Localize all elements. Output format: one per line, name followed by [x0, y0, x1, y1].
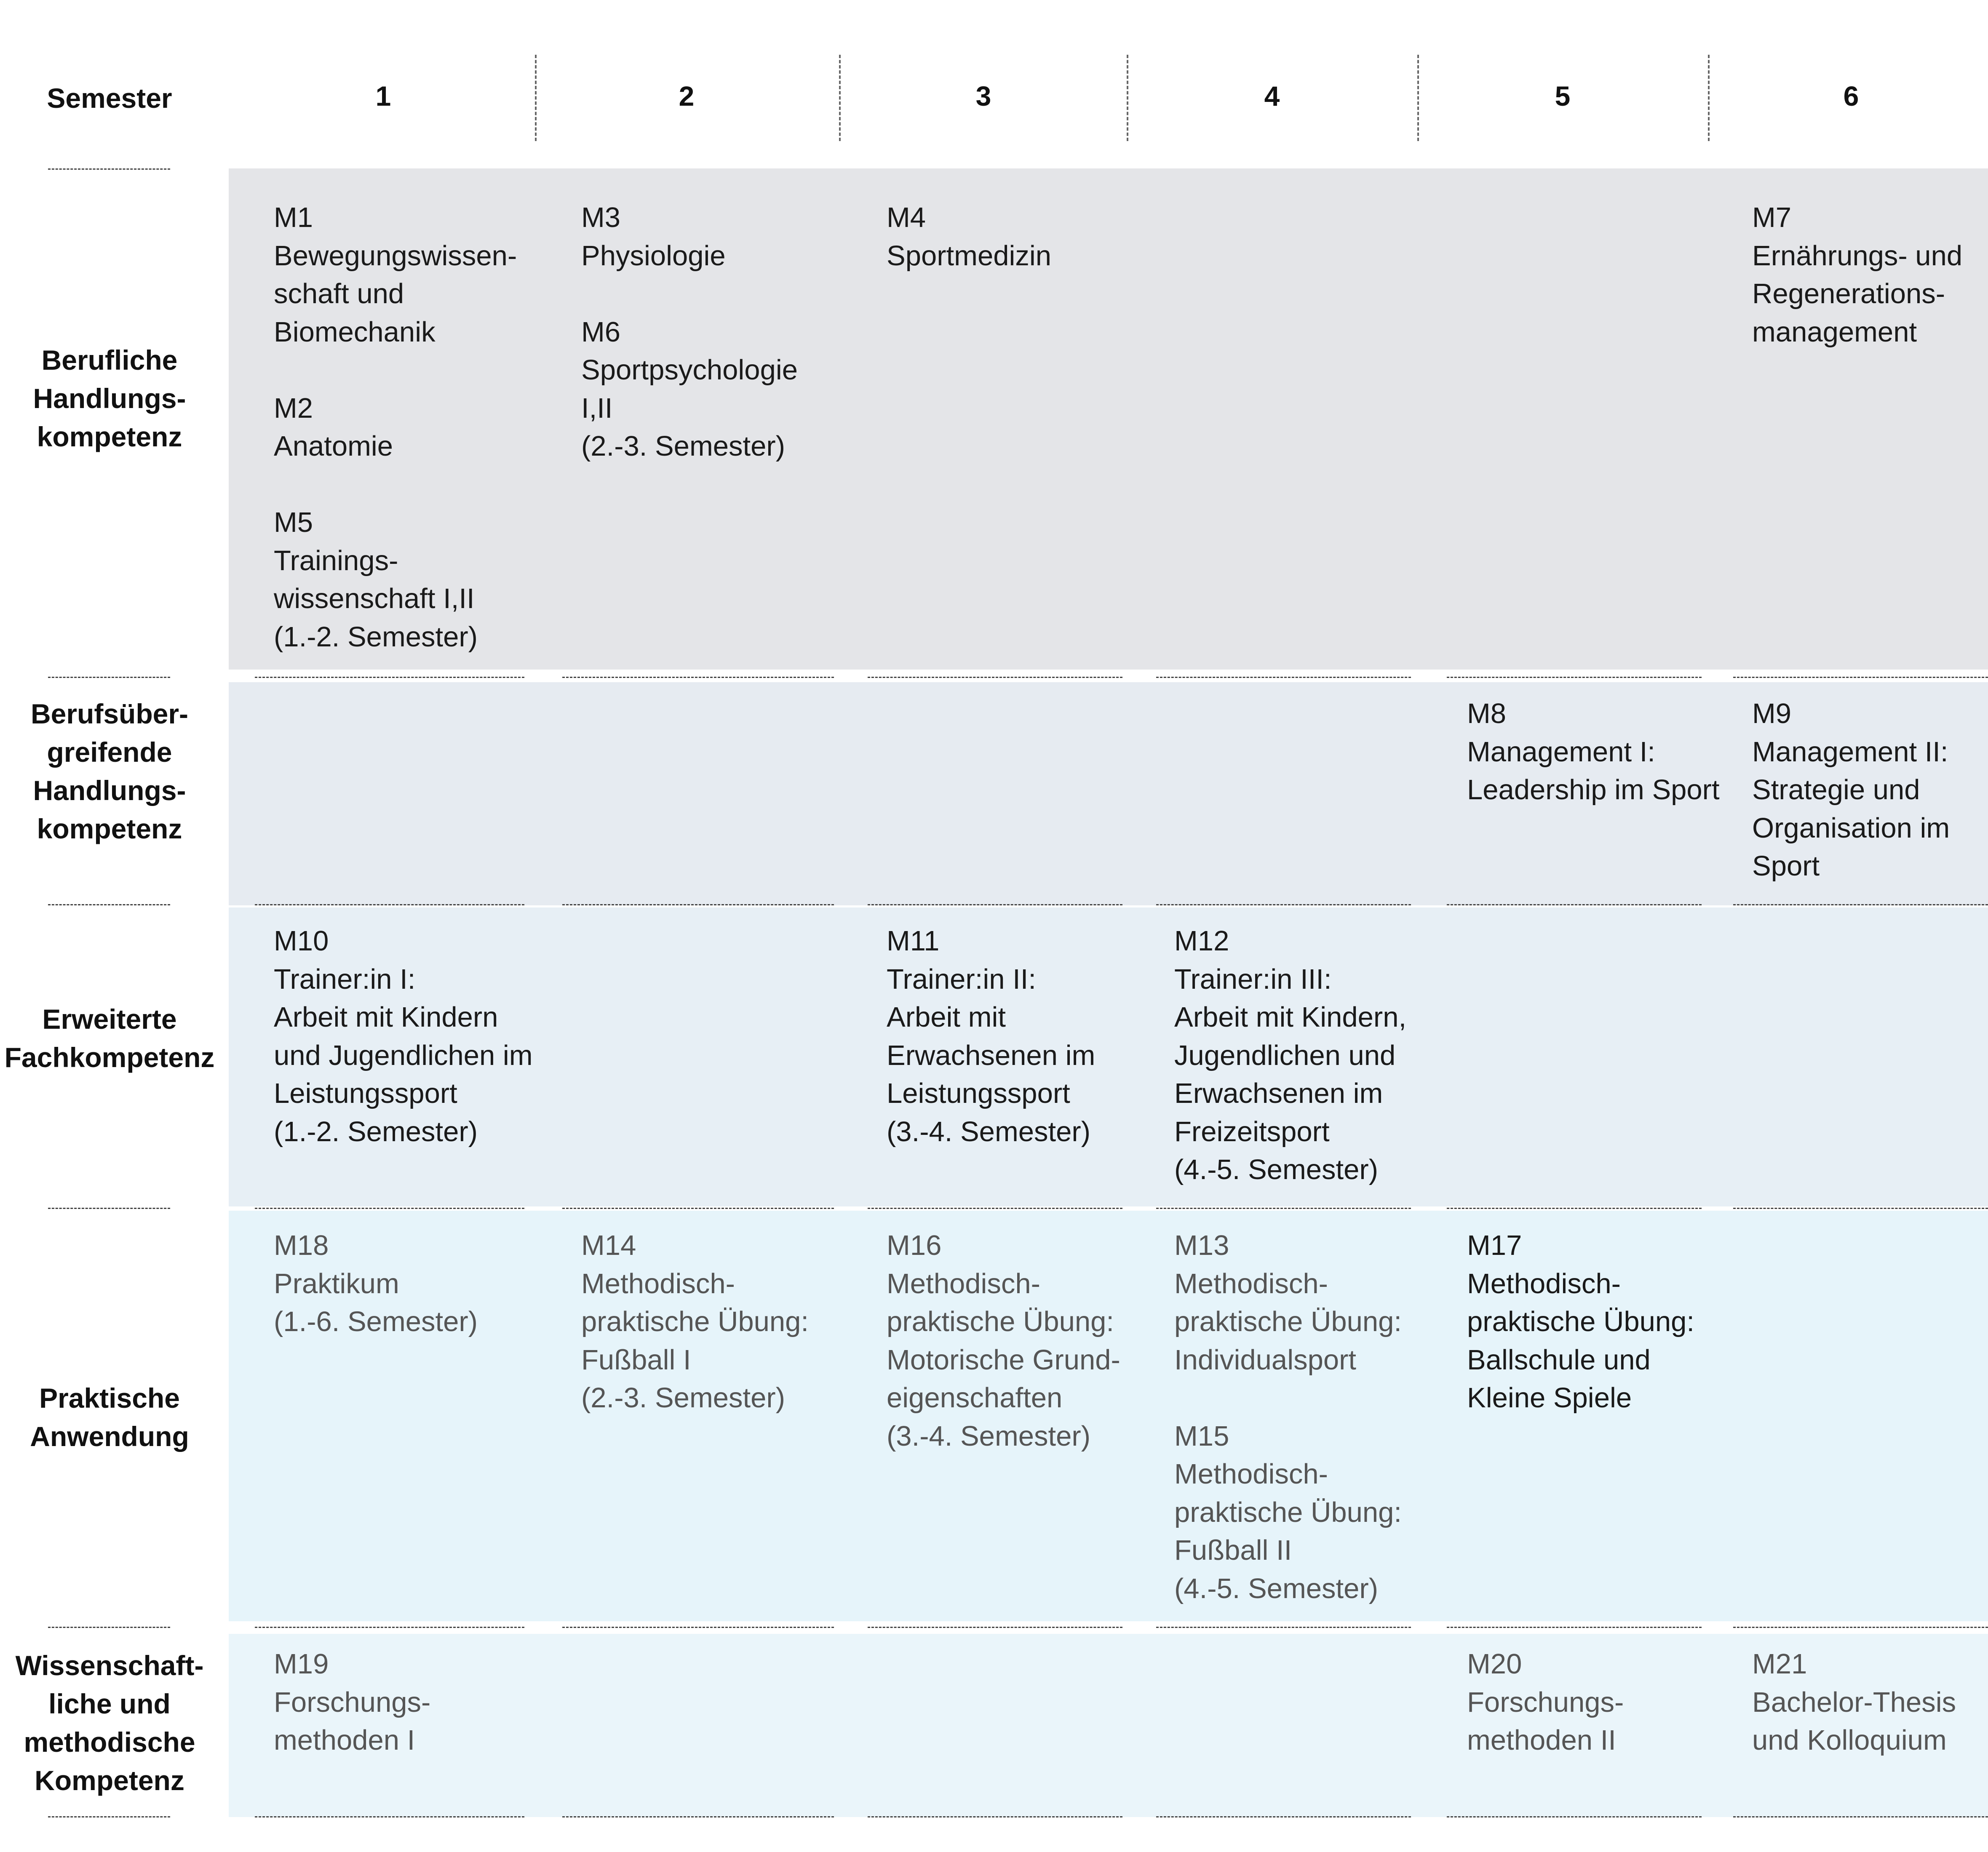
row-label-divider — [48, 677, 170, 678]
section-divider — [1733, 904, 1988, 905]
section-divider — [868, 1816, 1122, 1817]
semester-column-4: 4 — [1264, 80, 1280, 112]
column-separator — [1417, 55, 1419, 141]
section-divider — [1447, 1816, 1702, 1817]
column-separator — [1127, 55, 1128, 141]
section-divider — [1156, 1816, 1411, 1817]
semester-column-2: 2 — [679, 80, 695, 112]
semester-column-3: 3 — [975, 80, 991, 112]
row-label-berufliche: Berufliche Handlungs- kompetenz — [33, 344, 186, 452]
row-label-divider — [48, 1627, 170, 1628]
module-cell: M11 Trainer:in II: Arbeit mit Erwachsenen im Leistungssport (3.-4. Semester) — [887, 925, 1096, 1147]
semester-column-1: 1 — [375, 80, 391, 112]
section-divider — [562, 904, 834, 905]
module-cell: M19 Forschungs- methoden I — [274, 1648, 431, 1756]
module-cell: M4 Sportmedizin — [887, 202, 1052, 272]
column-separator — [535, 55, 537, 141]
section-divider — [1156, 904, 1411, 905]
section-divider — [562, 1208, 834, 1209]
module-cell: M13 Methodisch- praktische Übung: Individualsport M15 Methodisch- praktische Übung: Fußball II (4.-5. Semester) — [1174, 1230, 1402, 1604]
module-cell: M10 Trainer:in I: Arbeit mit Kindern und Jugendlichen im Leistungssport (1.-2. Semester) — [274, 925, 533, 1147]
section-divider — [1447, 1627, 1702, 1628]
section-divider — [1156, 1627, 1411, 1628]
section-divider — [1447, 904, 1702, 905]
row-label-praktisch: Praktische Anwendung — [30, 1382, 189, 1452]
module-cell: M16 Methodisch- praktische Übung: Motorische Grund- eigenschaften (3.-4. Semester) — [887, 1230, 1120, 1452]
module-cell: M18 Praktikum (1.-6. Semester) — [274, 1230, 478, 1337]
section-divider — [1447, 677, 1702, 678]
module-cell: M9 Management II: Strategie und Organisation im Sport — [1752, 698, 1950, 882]
section-divider — [868, 1627, 1122, 1628]
section-divider — [255, 904, 524, 905]
row-label-divider — [48, 168, 170, 170]
row-label-uebergreifend: Berufsüber- greifende Handlungs- kompetenz — [30, 698, 189, 844]
section-divider — [1733, 1627, 1988, 1628]
section-divider — [868, 677, 1122, 678]
section-divider — [1733, 677, 1988, 678]
module-cell: M21 Bachelor-Thesis und Kolloquium — [1752, 1648, 1956, 1756]
section-divider — [255, 1208, 524, 1209]
row-label-divider — [48, 1816, 170, 1817]
row-label-divider — [48, 904, 170, 905]
section-divider — [255, 1816, 524, 1817]
section-divider — [255, 1627, 524, 1628]
section-divider — [562, 1627, 834, 1628]
section-divider — [1156, 1208, 1411, 1209]
semester-column-6: 6 — [1843, 80, 1859, 112]
section-divider — [562, 677, 834, 678]
column-separator — [839, 55, 841, 141]
module-cell: M20 Forschungs- methoden II — [1467, 1648, 1624, 1756]
module-cell: M7 Ernährungs- und Regenerations- management — [1752, 202, 1963, 348]
module-cell: M1 Bewegungswissen- schaft und Biomechanik M2 Anatomie M5 Trainings- wissenschaft I,II (1.-2. Semester) — [274, 202, 517, 653]
row-label-divider — [48, 1208, 170, 1209]
section-divider — [868, 1208, 1122, 1209]
semester-header-label: Semester — [47, 83, 172, 114]
section-divider — [562, 1816, 834, 1817]
column-separator — [1708, 55, 1710, 141]
module-cell: M3 Physiologie M6 Sportpsychologie I,II (2.-3. Semester) — [581, 202, 798, 462]
module-cell: M14 Methodisch- praktische Übung: Fußball I (2.-3. Semester) — [581, 1230, 809, 1414]
section-divider — [1733, 1208, 1988, 1209]
row-label-wissenschaft: Wissenschaft- liche und methodische Kompetenz — [15, 1650, 204, 1796]
module-cell: M8 Management I: Leadership im Sport — [1467, 698, 1720, 806]
section-divider — [1733, 1816, 1988, 1817]
section-divider — [1447, 1208, 1702, 1209]
section-divider — [255, 677, 524, 678]
section-divider — [1156, 677, 1411, 678]
section-divider — [868, 904, 1122, 905]
module-cell: M12 Trainer:in III: Arbeit mit Kindern, Jugendlichen und Erwachsenen im Freizeitsport (4.-5. Semester) — [1174, 925, 1407, 1185]
row-label-erweitert: Erweiterte Fachkompetenz — [4, 1003, 215, 1073]
semester-column-5: 5 — [1555, 80, 1571, 112]
module-cell: M17 Methodisch- praktische Übung: Ballschule und Kleine Spiele — [1467, 1230, 1695, 1414]
